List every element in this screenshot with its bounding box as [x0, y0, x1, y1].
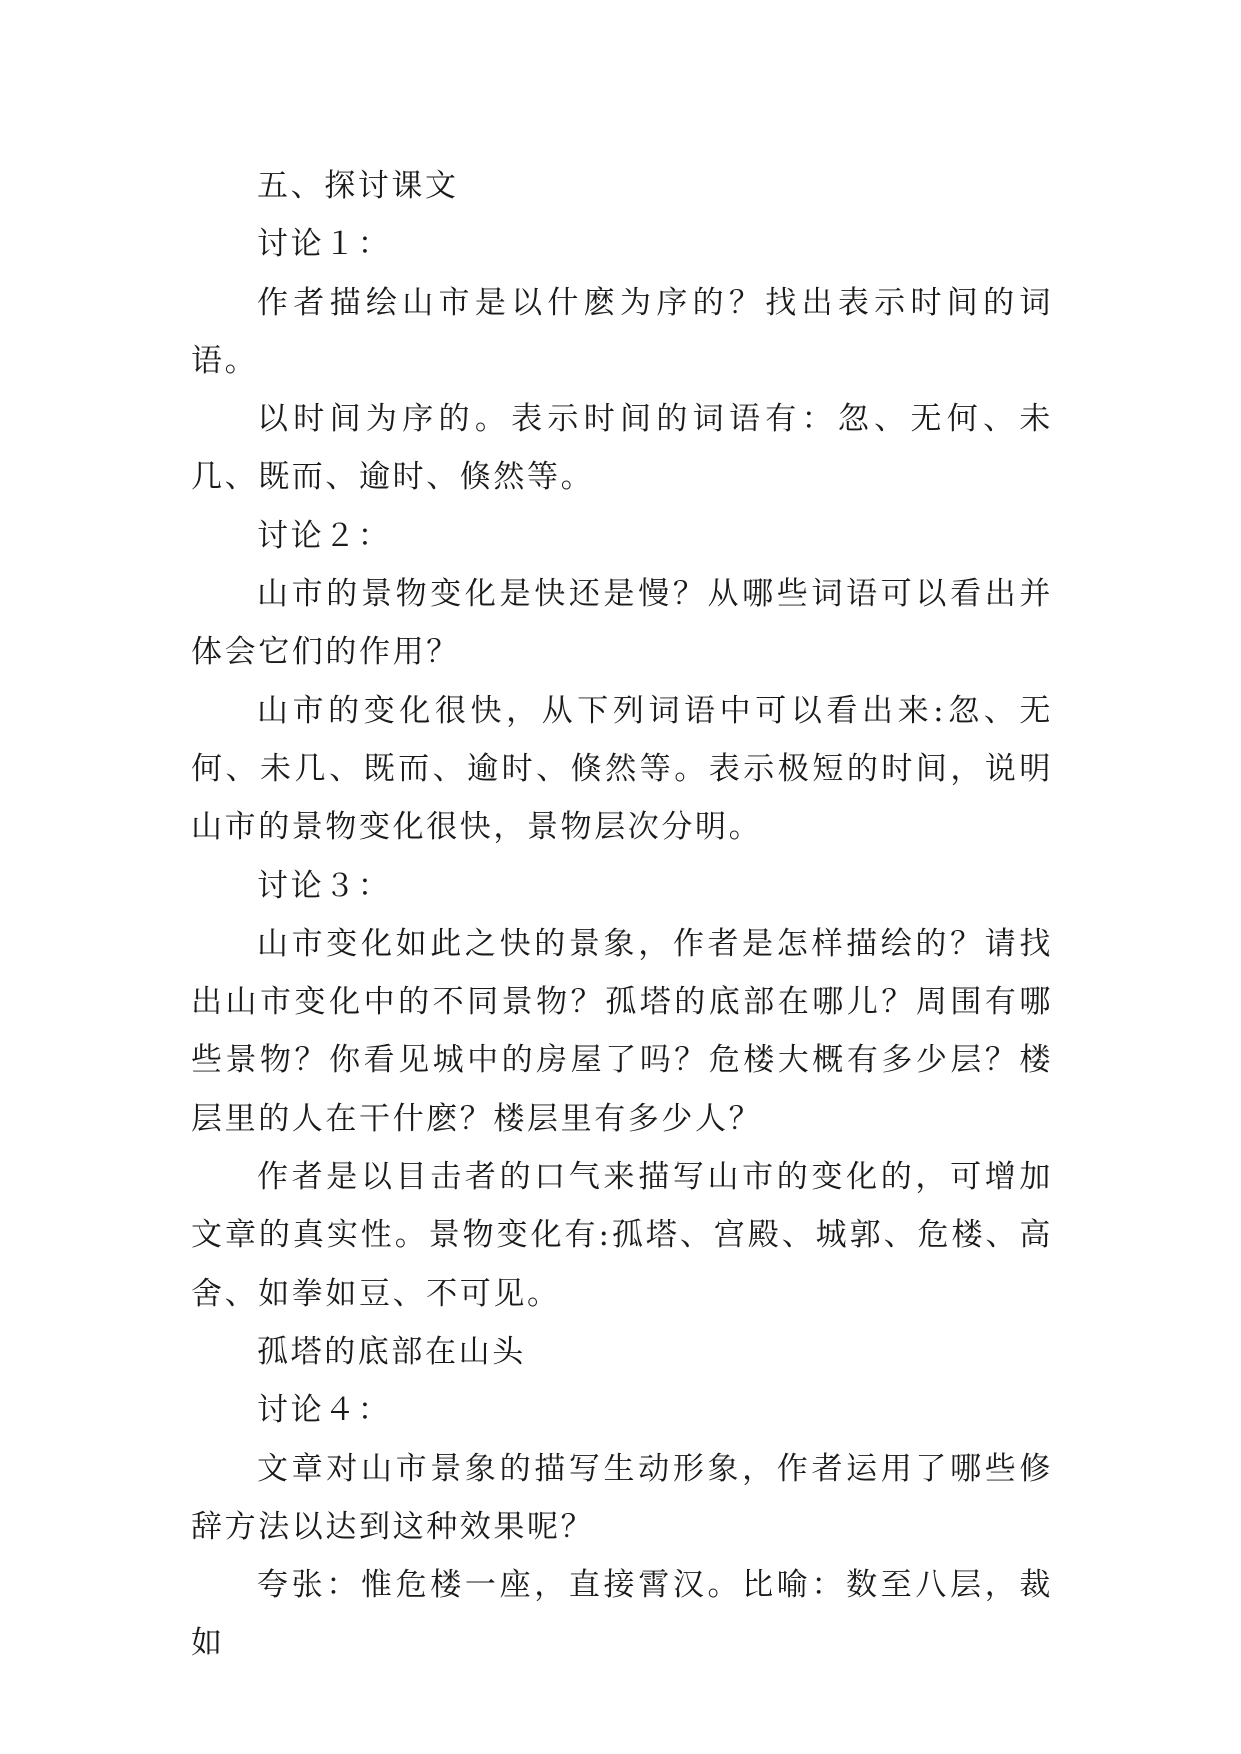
- discussion-label-4: 讨论４：: [257, 1392, 392, 1429]
- document-body: [191, 157, 1053, 1673]
- answer-paragraph-1: 以时间为序的。表示时间的词语有：忽、无何、未几、既而、逾时、倏然等。: [191, 401, 1053, 496]
- discussion-label-2: 讨论２：: [257, 517, 392, 554]
- question-paragraph-3: 山市变化如此之快的景象，作者是怎样描绘的？请找出山市变化中的不同景物？孤塔的底部在哪儿？周围有哪些景物？你看见城中的房屋了吗？危楼大概有多少层？楼层里的人在干什麽？楼层里有多少人？: [191, 925, 1053, 1137]
- question-paragraph-1: 作者描绘山市是以什麽为序的？找出表示时间的词语。: [191, 284, 1053, 379]
- discussion-label-1: 讨论１：: [257, 226, 392, 263]
- discussion-label-3: 讨论３：: [257, 867, 392, 904]
- answer-paragraph-3: 作者是以目击者的口气来描写山市的变化的，可增加文章的真实性。景物变化有:孤塔、宫殿、城郭、危楼、高舍、如拳如豆、不可见。: [191, 1159, 1053, 1312]
- question-paragraph-2: 山市的景物变化是快还是慢？从哪些词语可以看出并体会它们的作用？: [191, 576, 1053, 671]
- answer-paragraph-2: 山市的变化很快，从下列词语中可以看出来:忽、无何、未几、既而、逾时、倏然等。表示极短的时间，说明山市的景物变化很快，景物层次分明。: [191, 692, 1053, 846]
- answer-paragraph-3b: 孤塔的底部在山头: [257, 1333, 526, 1370]
- question-paragraph-4: 文章对山市景象的描写生动形象，作者运用了哪些修辞方法以达到这种效果呢？: [191, 1450, 1053, 1545]
- answer-paragraph-4: 夸张：惟危楼一座，直接霄汉。比喻：数至八层，裁如: [191, 1567, 1053, 1662]
- section-heading: 五、探讨课文: [257, 168, 459, 204]
